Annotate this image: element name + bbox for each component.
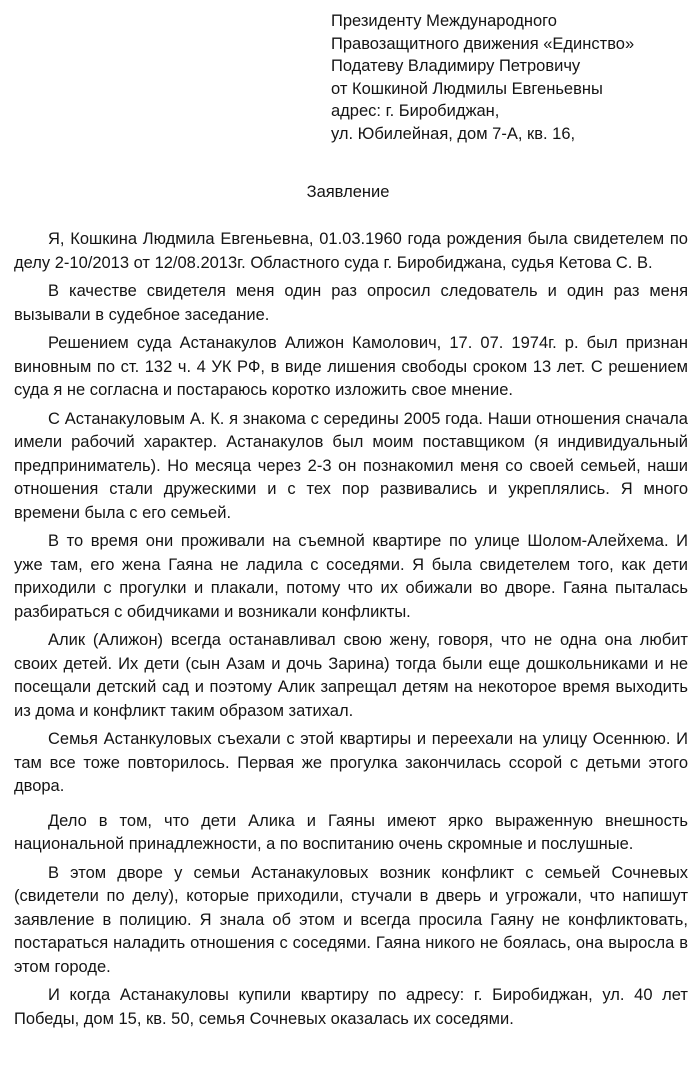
paragraph: И когда Астанакуловы купили квартиру по адресу: г. Биробиджан, ул. 40 лет Победы, дом 15, кв. 50, семья Сочневых оказалась их соседями. (14, 986, 688, 1028)
paragraph: В этом дворе у семьи Астанакуловых возник конфликт с семьей Сочневых (свидетели по делу), которые приходили, стучали в дверь и угрожали, что напишут заявление в полицию. Я знала об этом и всегда просила Гаяну не конфликтовать, постараться наладить отношения с соседями. Гаяна никого не боялась, она выросла в этом городе. (14, 863, 688, 976)
paragraph: Дело в том, что дети Алика и Гаяны имеют ярко выраженную внешность национальной принадлежности, а по воспитанию очень скромные и послушные. (14, 811, 688, 853)
sender-line: от Кошкиной Людмилы Евгеньевны (331, 79, 603, 98)
document-title: Заявление (306, 183, 390, 201)
paragraph: Я, Кошкина Людмила Евгеньевна, 01.03.1960 года рождения была свидетелем по делу 2-10/2013 от 12/08.2013г. Областного суда г. Биробиджана, судья Кетова С. В. (14, 230, 688, 272)
address-line: адрес: г. Биробиджан, (331, 102, 500, 120)
paragraph: С Астанакуловым А. К. я знакома с середины 2005 года. Наши отношения сначала имели рабочий характер. Астанакулов был моим поставщиком (я индивидуальный предприниматель). Но месяца через 2-3 он познакомил меня со своей семьей, наши отношения стали дружескими и с тех пор развивались и укреплялись. Я много времени была с его семьей. (14, 409, 688, 522)
addressee-line: Правозащитного движения «Единство» (331, 34, 635, 53)
paragraph: В то время они проживали на съемной квартире по улице Шолом-Алейхема. И уже там, его жена Гаяна не ладила с соседями. Я была свидетелем того, как дети приходили с прогулки и плакали, потому что их обижали во дворе. Гаяна пыталась разбираться с обидчиками и возникали конфликты. (14, 532, 688, 621)
addressee-line: Президенту Международного (331, 12, 557, 30)
paragraph: Решением суда Астанакулов Алижон Камолович, 17. 07. 1974г. р. был признан виновным по ст. 132 ч. 4 УК РФ, в виде лишения свободы сроком 13 лет. С решением суда я не согласна и постараюсь коротко изложить свое мнение. (14, 334, 688, 399)
paragraph: Семья Астанкуловых съехали с этой квартиры и переехали на улицу Осеннюю. И там все тоже повторилось. Первая же прогулка закончилась ссорой с детьми этого двора. (14, 730, 688, 795)
addressee-line: Податеву Владимиру Петровичу (331, 57, 581, 75)
document-body (14, 228, 688, 1036)
addressee-block (331, 10, 634, 145)
paragraph: В качестве свидетеля меня один раз опросил следователь и один раз меня вызывали в судебное заседание. (14, 282, 688, 324)
paragraph: Алик (Алижон) всегда останавливал свою жену, говоря, что не одна она любит своих детей. Их дети (сын Азам и дочь Зарина) тогда были еще дошкольниками и не посещали детский сад и поэтому Алик запрещал детям на некоторое время выходить из дома и конфликт таким образом затихал. (14, 631, 688, 720)
address-line: ул. Юбилейная, дом 7-А, кв. 16, (331, 124, 576, 143)
